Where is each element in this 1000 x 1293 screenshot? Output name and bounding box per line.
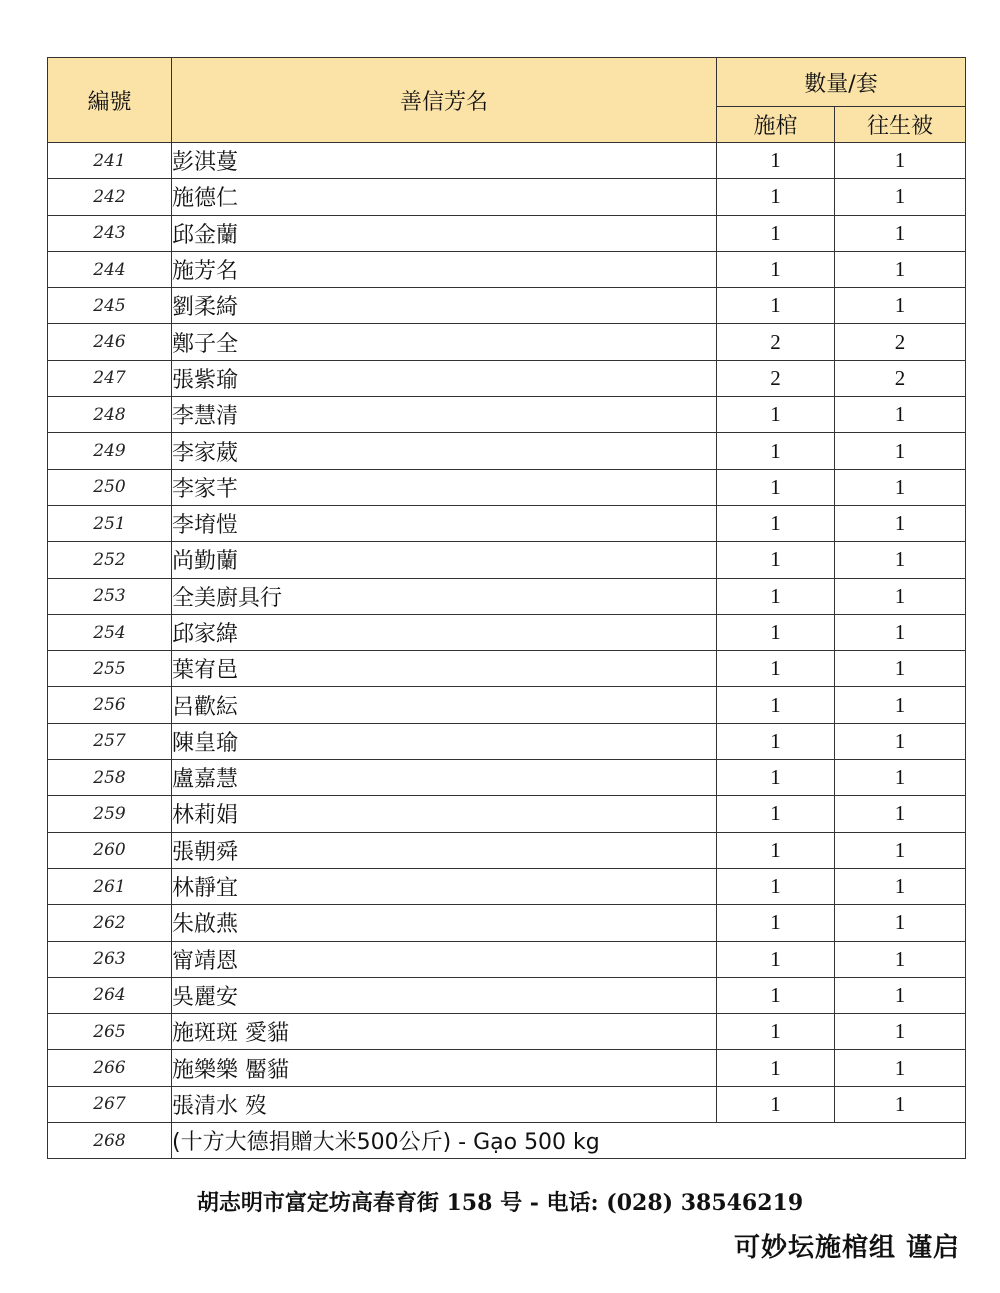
row-shroud-qty: 1 xyxy=(835,542,966,578)
row-coffin-qty: 1 xyxy=(717,977,835,1013)
row-donor-name: 邱家緯 xyxy=(172,614,717,650)
row-number: 249 xyxy=(48,433,172,469)
table-row xyxy=(48,143,966,179)
table-body xyxy=(48,143,966,1159)
row-shroud-qty: 1 xyxy=(835,760,966,796)
table-row xyxy=(48,687,966,723)
row-number: 246 xyxy=(48,324,172,360)
table-row xyxy=(48,1123,966,1159)
row-shroud-qty: 1 xyxy=(835,179,966,215)
row-coffin-qty: 1 xyxy=(717,578,835,614)
row-coffin-qty: 1 xyxy=(717,397,835,433)
row-number: 259 xyxy=(48,796,172,832)
row-donor-name: 劉柔綺 xyxy=(172,288,717,324)
row-donor-name: 全美廚具行 xyxy=(172,578,717,614)
table-row xyxy=(48,868,966,904)
row-coffin-qty: 1 xyxy=(717,832,835,868)
row-donor-name: 張清水 歿 xyxy=(172,1086,717,1122)
row-rice-donation: (十方大德捐贈大米500公斤) - Gạo 500 kg xyxy=(172,1123,966,1159)
row-coffin-qty: 1 xyxy=(717,868,835,904)
table-row xyxy=(48,578,966,614)
row-shroud-qty: 1 xyxy=(835,687,966,723)
row-number: 256 xyxy=(48,687,172,723)
row-number: 263 xyxy=(48,941,172,977)
row-number: 242 xyxy=(48,179,172,215)
row-shroud-qty: 1 xyxy=(835,1014,966,1050)
row-donor-name: 陳皇瑜 xyxy=(172,723,717,759)
row-number: 268 xyxy=(48,1123,172,1159)
table-row xyxy=(48,723,966,759)
row-shroud-qty: 1 xyxy=(835,796,966,832)
row-donor-name: 施芳名 xyxy=(172,251,717,287)
row-shroud-qty: 1 xyxy=(835,215,966,251)
row-shroud-qty: 1 xyxy=(835,578,966,614)
header-shroud: 往生被 xyxy=(835,107,966,143)
row-coffin-qty: 1 xyxy=(717,288,835,324)
row-shroud-qty: 1 xyxy=(835,832,966,868)
row-number: 260 xyxy=(48,832,172,868)
row-coffin-qty: 2 xyxy=(717,324,835,360)
row-coffin-qty: 1 xyxy=(717,1014,835,1050)
row-coffin-qty: 1 xyxy=(717,905,835,941)
table-row xyxy=(48,505,966,541)
row-shroud-qty: 1 xyxy=(835,614,966,650)
table-row xyxy=(48,215,966,251)
table-row xyxy=(48,251,966,287)
row-shroud-qty: 1 xyxy=(835,941,966,977)
table-row xyxy=(48,397,966,433)
row-coffin-qty: 1 xyxy=(717,505,835,541)
row-coffin-qty: 1 xyxy=(717,723,835,759)
row-number: 261 xyxy=(48,868,172,904)
row-coffin-qty: 1 xyxy=(717,941,835,977)
table-row xyxy=(48,288,966,324)
table-row xyxy=(48,360,966,396)
row-shroud-qty: 1 xyxy=(835,1086,966,1122)
row-coffin-qty: 1 xyxy=(717,251,835,287)
row-shroud-qty: 1 xyxy=(835,1050,966,1086)
row-donor-name: 施斑斑 愛貓 xyxy=(172,1014,717,1050)
row-donor-name: 李家葳 xyxy=(172,433,717,469)
row-shroud-qty: 1 xyxy=(835,143,966,179)
row-donor-name: 邱金蘭 xyxy=(172,215,717,251)
row-shroud-qty: 1 xyxy=(835,288,966,324)
row-donor-name: 李家芊 xyxy=(172,469,717,505)
header-donor-name: 善信芳名 xyxy=(172,58,717,143)
table-row xyxy=(48,324,966,360)
row-coffin-qty: 1 xyxy=(717,651,835,687)
table-row xyxy=(48,179,966,215)
row-number: 247 xyxy=(48,360,172,396)
table-row xyxy=(48,1014,966,1050)
row-number: 254 xyxy=(48,614,172,650)
row-coffin-qty: 1 xyxy=(717,433,835,469)
row-number: 264 xyxy=(48,977,172,1013)
row-donor-name: 張紫瑜 xyxy=(172,360,717,396)
row-number: 248 xyxy=(48,397,172,433)
table-row xyxy=(48,1050,966,1086)
row-donor-name: 尚勤蘭 xyxy=(172,542,717,578)
table-row xyxy=(48,614,966,650)
row-number: 251 xyxy=(48,505,172,541)
row-coffin-qty: 1 xyxy=(717,796,835,832)
row-donor-name: 吳麗安 xyxy=(172,977,717,1013)
donor-table xyxy=(47,57,966,1159)
row-coffin-qty: 1 xyxy=(717,179,835,215)
row-number: 252 xyxy=(48,542,172,578)
table-row xyxy=(48,796,966,832)
row-number: 250 xyxy=(48,469,172,505)
table-row xyxy=(48,542,966,578)
row-number: 265 xyxy=(48,1014,172,1050)
row-coffin-qty: 1 xyxy=(717,542,835,578)
footer-address: 胡志明市富定坊高春育街 158 号 - 电话: (028) 38546219 xyxy=(196,1190,804,1216)
row-donor-name: 盧嘉慧 xyxy=(172,760,717,796)
row-donor-name: 葉宥邑 xyxy=(172,651,717,687)
table-row xyxy=(48,832,966,868)
row-donor-name: 林靜宜 xyxy=(172,868,717,904)
row-coffin-qty: 1 xyxy=(717,1050,835,1086)
row-number: 262 xyxy=(48,905,172,941)
row-number: 245 xyxy=(48,288,172,324)
row-donor-name: 鄭子全 xyxy=(172,324,717,360)
row-donor-name: 朱啟燕 xyxy=(172,905,717,941)
row-shroud-qty: 2 xyxy=(835,360,966,396)
row-shroud-qty: 1 xyxy=(835,469,966,505)
row-donor-name: 李堉愷 xyxy=(172,505,717,541)
row-shroud-qty: 1 xyxy=(835,433,966,469)
row-coffin-qty: 1 xyxy=(717,614,835,650)
row-number: 243 xyxy=(48,215,172,251)
row-number: 257 xyxy=(48,723,172,759)
row-coffin-qty: 1 xyxy=(717,215,835,251)
row-number: 253 xyxy=(48,578,172,614)
header-coffin: 施棺 xyxy=(717,107,835,143)
row-donor-name: 甯靖恩 xyxy=(172,941,717,977)
row-coffin-qty: 1 xyxy=(717,687,835,723)
row-number: 266 xyxy=(48,1050,172,1086)
row-number: 241 xyxy=(48,143,172,179)
row-coffin-qty: 1 xyxy=(717,143,835,179)
row-coffin-qty: 1 xyxy=(717,469,835,505)
header-number: 編號 xyxy=(48,58,172,143)
row-shroud-qty: 1 xyxy=(835,868,966,904)
row-shroud-qty: 1 xyxy=(835,651,966,687)
table-row xyxy=(48,977,966,1013)
row-shroud-qty: 1 xyxy=(835,397,966,433)
row-coffin-qty: 1 xyxy=(717,1086,835,1122)
row-shroud-qty: 1 xyxy=(835,977,966,1013)
row-coffin-qty: 2 xyxy=(717,360,835,396)
row-donor-name: 林莉娟 xyxy=(172,796,717,832)
table-row xyxy=(48,433,966,469)
row-donor-name: 張朝舜 xyxy=(172,832,717,868)
table-row xyxy=(48,469,966,505)
table-row xyxy=(48,760,966,796)
row-shroud-qty: 1 xyxy=(835,505,966,541)
row-donor-name: 呂歡紜 xyxy=(172,687,717,723)
row-shroud-qty: 2 xyxy=(835,324,966,360)
row-number: 258 xyxy=(48,760,172,796)
table-row xyxy=(48,905,966,941)
table-row xyxy=(48,941,966,977)
table-row xyxy=(48,651,966,687)
row-donor-name: 彭淇蔓 xyxy=(172,143,717,179)
row-donor-name: 施樂樂 靨貓 xyxy=(172,1050,717,1086)
row-coffin-qty: 1 xyxy=(717,760,835,796)
row-donor-name: 施德仁 xyxy=(172,179,717,215)
header-quantity: 數量/套 xyxy=(717,58,966,107)
row-donor-name: 李慧清 xyxy=(172,397,717,433)
row-number: 255 xyxy=(48,651,172,687)
row-number: 244 xyxy=(48,251,172,287)
row-shroud-qty: 1 xyxy=(835,905,966,941)
footer-signature: 可妙坛施棺组 谨启 xyxy=(733,1233,960,1263)
row-number: 267 xyxy=(48,1086,172,1122)
table-row xyxy=(48,1086,966,1122)
row-shroud-qty: 1 xyxy=(835,723,966,759)
row-shroud-qty: 1 xyxy=(835,251,966,287)
